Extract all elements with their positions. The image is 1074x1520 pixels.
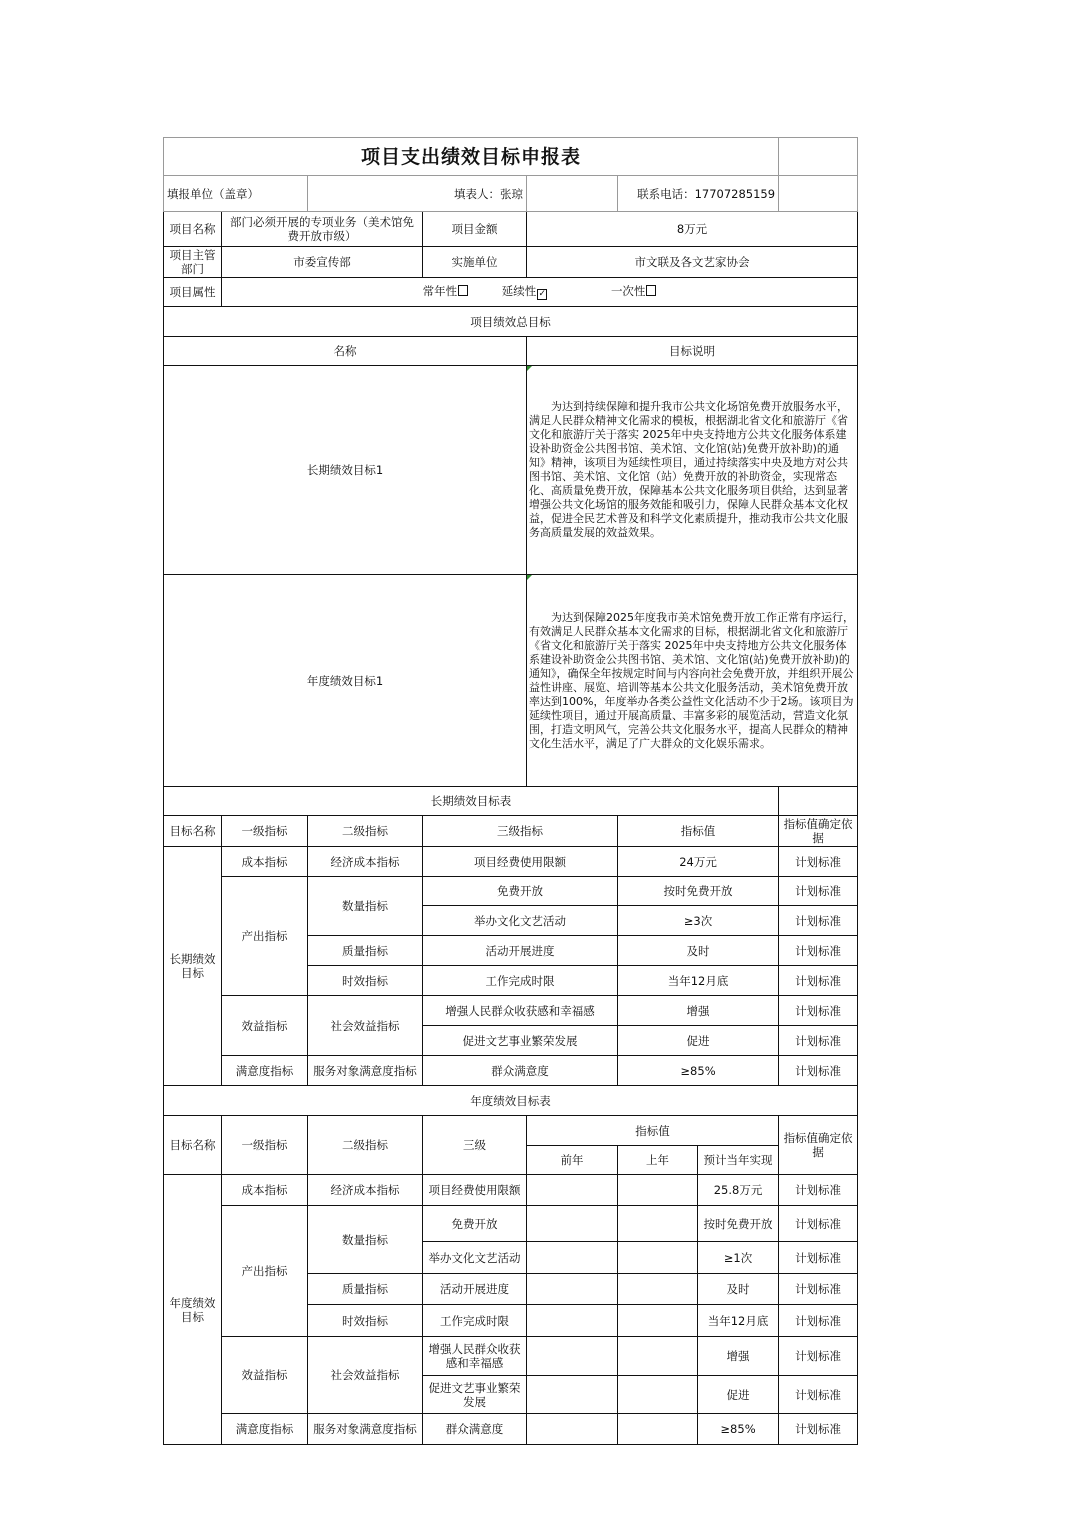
annual-l1-satisfaction: 满意度指标 <box>222 1414 308 1445</box>
annual-basis-cell: 计划标准 <box>779 1274 858 1305</box>
long-col-l1: 一级指标 <box>222 816 308 847</box>
annual-l3-cell: 群众满意度 <box>423 1414 527 1445</box>
annual-l2-econ: 经济成本指标 <box>308 1175 423 1206</box>
annual-prev-cell <box>527 1414 618 1445</box>
unit-label: 填报单位（盖章） <box>164 176 308 212</box>
long-l2-quality: 质量指标 <box>308 936 423 966</box>
long-basis-cell: 计划标准 <box>779 1056 858 1086</box>
annual-l3-cell: 免费开放 <box>423 1206 527 1242</box>
annual-basis-cell: 计划标准 <box>779 1242 858 1274</box>
long-value-cell: 增强 <box>618 996 779 1026</box>
annual-l2-quantity: 数量指标 <box>308 1206 423 1274</box>
project-attr-label: 项目属性 <box>164 278 222 307</box>
annual-basis-cell: 计划标准 <box>779 1206 858 1242</box>
annual-value-cell: 促进 <box>698 1376 779 1414</box>
long-col-l3: 三级指标 <box>423 816 618 847</box>
long-value-cell: 按时免费开放 <box>618 877 779 906</box>
annual-value-cell: 按时免费开放 <box>698 1206 779 1242</box>
annual-col-value: 指标值 <box>527 1116 779 1146</box>
long-l3-cell: 免费开放 <box>423 877 618 906</box>
annual-last-cell <box>618 1376 698 1414</box>
attr-once[interactable]: 一次性 <box>611 284 657 298</box>
title-blank <box>779 138 858 176</box>
annual-l3-cell: 增强人民群众收获感和幸福感 <box>423 1337 527 1376</box>
long-col-basis: 指标值确定依据 <box>779 816 858 847</box>
overall-col-desc: 目标说明 <box>527 337 858 366</box>
long-term-goal-desc: 为达到持续保障和提升我市公共文化场馆免费开放服务水平，满足人民群众精神文化需求的模板，根据湖北省文化和旅游厅《省文化和旅游厅关于落实 2025年中央支持地方公共文化服务体系建设补助资金公共图书馆、美术馆、文化馆(站)免费开放补助)的通知》精神，该项目为延续性项目，通过持续落实中央及地方对公共图书馆、美术馆、文化馆（站）免费开放的补助资金，实现常态化、高质量免费开放，保障基本公共文化服务项目供给，达到显著增强公共文化场馆的服务效能和吸引力，保障人民群众基本文化权益，促进全民艺术普及和科学文化素质提升，推动我市公共文化服务高质量发展的效益效果。 <box>527 366 858 575</box>
checked-box-icon: ✓ <box>538 289 547 299</box>
long-basis-cell: 计划标准 <box>779 877 858 906</box>
form-table <box>163 137 858 1445</box>
annual-goal-desc: 为达到保障2025年度我市美术馆免费开放工作正常有序运行，有效满足人民群众基本文化需求的目标，根据湖北省文化和旅游厅《省文化和旅游厅关于落实 2025年中央支持地方公共文化服务体系建设补助资金公共图书馆、美术馆、文化馆(站)免费开放补助)的通知》，确保全年按规定时间与内容向社会免费开放，并组织开展公益性讲座、展览、培训等基本公共文化服务活动，美术馆免费开放率达到100%，年度举办各类公益性文化活动不少于2场。该项目为延续性项目，通过开展高质量、丰富多彩的展览活动，营造文化氛围，打造文明风气，完善公共文化服务水平，提高人民群众的精神文化生活水平，满足了广大群众的文化娱乐需求。 <box>527 575 858 787</box>
annual-l2-time: 时效指标 <box>308 1305 423 1337</box>
long-l2-social: 社会效益指标 <box>308 996 423 1056</box>
long-l3-cell: 活动开展进度 <box>423 936 618 966</box>
annual-col-this-year: 预计当年实现 <box>698 1146 779 1175</box>
unchecked-box-icon <box>646 285 656 296</box>
phone-blank <box>779 176 858 212</box>
annual-basis-cell: 计划标准 <box>779 1414 858 1445</box>
attr-continuing[interactable]: 延续性 ✓ <box>501 284 547 299</box>
annual-prev-cell <box>527 1337 618 1376</box>
overall-col-name: 名称 <box>164 337 527 366</box>
annual-basis-cell: 计划标准 <box>779 1337 858 1376</box>
annual-prev-cell <box>527 1242 618 1274</box>
annual-col-last-year: 上年 <box>618 1146 698 1175</box>
long-l3-cell: 促进文艺事业繁荣发展 <box>423 1026 618 1056</box>
annual-basis-cell: 计划标准 <box>779 1175 858 1206</box>
annual-value-cell: ≥1次 <box>698 1242 779 1274</box>
annual-value-cell: ≥85% <box>698 1414 779 1445</box>
long-l1-output: 产出指标 <box>222 877 308 996</box>
annual-col-basis: 指标值确定依据 <box>779 1116 858 1175</box>
comment-marker-icon <box>527 575 532 580</box>
project-name-label: 项目名称 <box>164 212 222 247</box>
annual-l3-cell: 举办文化文艺活动 <box>423 1242 527 1274</box>
comment-marker-icon <box>527 366 532 371</box>
unchecked-box-icon <box>458 285 468 296</box>
long-value-cell: 促进 <box>618 1026 779 1056</box>
long-l3-cell: 工作完成时限 <box>423 966 618 996</box>
phone-label: 联系电话： <box>637 186 695 201</box>
long-table-title-blank <box>779 787 858 816</box>
long-l3-cell: 群众满意度 <box>423 1056 618 1086</box>
annual-value-cell: 增强 <box>698 1337 779 1376</box>
long-basis-cell: 计划标准 <box>779 966 858 996</box>
impl-unit-label: 实施单位 <box>423 247 527 278</box>
performance-form <box>163 137 857 1445</box>
project-name-value: 部门必须开展的专项业务（美术馆免费开放市级） <box>222 212 423 247</box>
annual-value-cell: 当年12月底 <box>698 1305 779 1337</box>
long-value-cell: 当年12月底 <box>618 966 779 996</box>
long-l2-econ: 经济成本指标 <box>308 847 423 877</box>
long-term-goal-name: 长期绩效目标1 <box>164 366 527 575</box>
page-title: 项目支出绩效目标申报表 <box>164 138 779 176</box>
annual-basis-cell: 计划标准 <box>779 1305 858 1337</box>
long-l3-cell: 举办文化文艺活动 <box>423 906 618 936</box>
annual-col-target: 目标名称 <box>164 1116 222 1175</box>
annual-target-name: 年度绩效目标 <box>164 1175 222 1445</box>
long-basis-cell: 计划标准 <box>779 1026 858 1056</box>
annual-table-title: 年度绩效目标表 <box>164 1086 858 1116</box>
long-value-cell: 24万元 <box>618 847 779 877</box>
project-amount-value: 8万元 <box>527 212 858 247</box>
annual-l3-cell: 项目经费使用限额 <box>423 1175 527 1206</box>
annual-l1-benefit: 效益指标 <box>222 1337 308 1414</box>
annual-last-cell <box>618 1305 698 1337</box>
long-l2-quantity: 数量指标 <box>308 877 423 936</box>
overall-section-title: 项目绩效总目标 <box>164 307 858 337</box>
project-attr-options <box>222 278 858 307</box>
long-l1-benefit: 效益指标 <box>222 996 308 1056</box>
long-value-cell: ≥3次 <box>618 906 779 936</box>
annual-last-cell <box>618 1175 698 1206</box>
annual-prev-cell <box>527 1376 618 1414</box>
long-basis-cell: 计划标准 <box>779 847 858 877</box>
annual-basis-cell: 计划标准 <box>779 1376 858 1414</box>
filler-label: 填表人：张琼 <box>308 176 527 212</box>
annual-value-cell: 25.8万元 <box>698 1175 779 1206</box>
phone-value: 17707285159 <box>694 186 776 201</box>
annual-prev-cell <box>527 1274 618 1305</box>
long-l2-service: 服务对象满意度指标 <box>308 1056 423 1086</box>
long-value-cell: ≥85% <box>618 1056 779 1086</box>
filler-blank <box>527 176 618 212</box>
annual-l3-cell: 促进文艺事业繁荣发展 <box>423 1376 527 1414</box>
annual-l2-quality: 质量指标 <box>308 1274 423 1305</box>
annual-l2-service: 服务对象满意度指标 <box>308 1414 423 1445</box>
project-dept-label: 项目主管部门 <box>164 247 222 278</box>
annual-l3-cell: 工作完成时限 <box>423 1305 527 1337</box>
annual-value-cell: 及时 <box>698 1274 779 1305</box>
long-col-target: 目标名称 <box>164 816 222 847</box>
long-value-cell: 及时 <box>618 936 779 966</box>
annual-prev-cell <box>527 1206 618 1242</box>
long-l1-satisfaction: 满意度指标 <box>222 1056 308 1086</box>
annual-last-cell <box>618 1274 698 1305</box>
annual-l2-social: 社会效益指标 <box>308 1337 423 1414</box>
annual-col-l1: 一级指标 <box>222 1116 308 1175</box>
long-l3-cell: 增强人民群众收获感和幸福感 <box>423 996 618 1026</box>
long-l2-time: 时效指标 <box>308 966 423 996</box>
annual-prev-cell <box>527 1175 618 1206</box>
long-basis-cell: 计划标准 <box>779 936 858 966</box>
annual-last-cell <box>618 1337 698 1376</box>
long-table-title: 长期绩效目标表 <box>164 787 779 816</box>
annual-l1-cost: 成本指标 <box>222 1175 308 1206</box>
long-l3-cell: 项目经费使用限额 <box>423 847 618 877</box>
long-col-value: 指标值 <box>618 816 779 847</box>
long-basis-cell: 计划标准 <box>779 906 858 936</box>
annual-l1-output: 产出指标 <box>222 1206 308 1337</box>
attr-regular[interactable]: 常年性 <box>423 284 469 298</box>
annual-col-l2: 二级指标 <box>308 1116 423 1175</box>
annual-goal-name: 年度绩效目标1 <box>164 575 527 787</box>
annual-last-cell <box>618 1206 698 1242</box>
annual-last-cell <box>618 1414 698 1445</box>
long-col-l2: 二级指标 <box>308 816 423 847</box>
project-dept-value: 市委宣传部 <box>222 247 423 278</box>
annual-col-year-before: 前年 <box>527 1146 618 1175</box>
project-amount-label: 项目金额 <box>423 212 527 247</box>
impl-unit-value: 市文联及各文艺家协会 <box>527 247 858 278</box>
annual-last-cell <box>618 1242 698 1274</box>
long-l1-cost: 成本指标 <box>222 847 308 877</box>
annual-l3-cell: 活动开展进度 <box>423 1274 527 1305</box>
long-target-name: 长期绩效目标 <box>164 847 222 1086</box>
annual-col-l3: 三级 <box>423 1116 527 1175</box>
long-basis-cell: 计划标准 <box>779 996 858 1026</box>
annual-prev-cell <box>527 1305 618 1337</box>
